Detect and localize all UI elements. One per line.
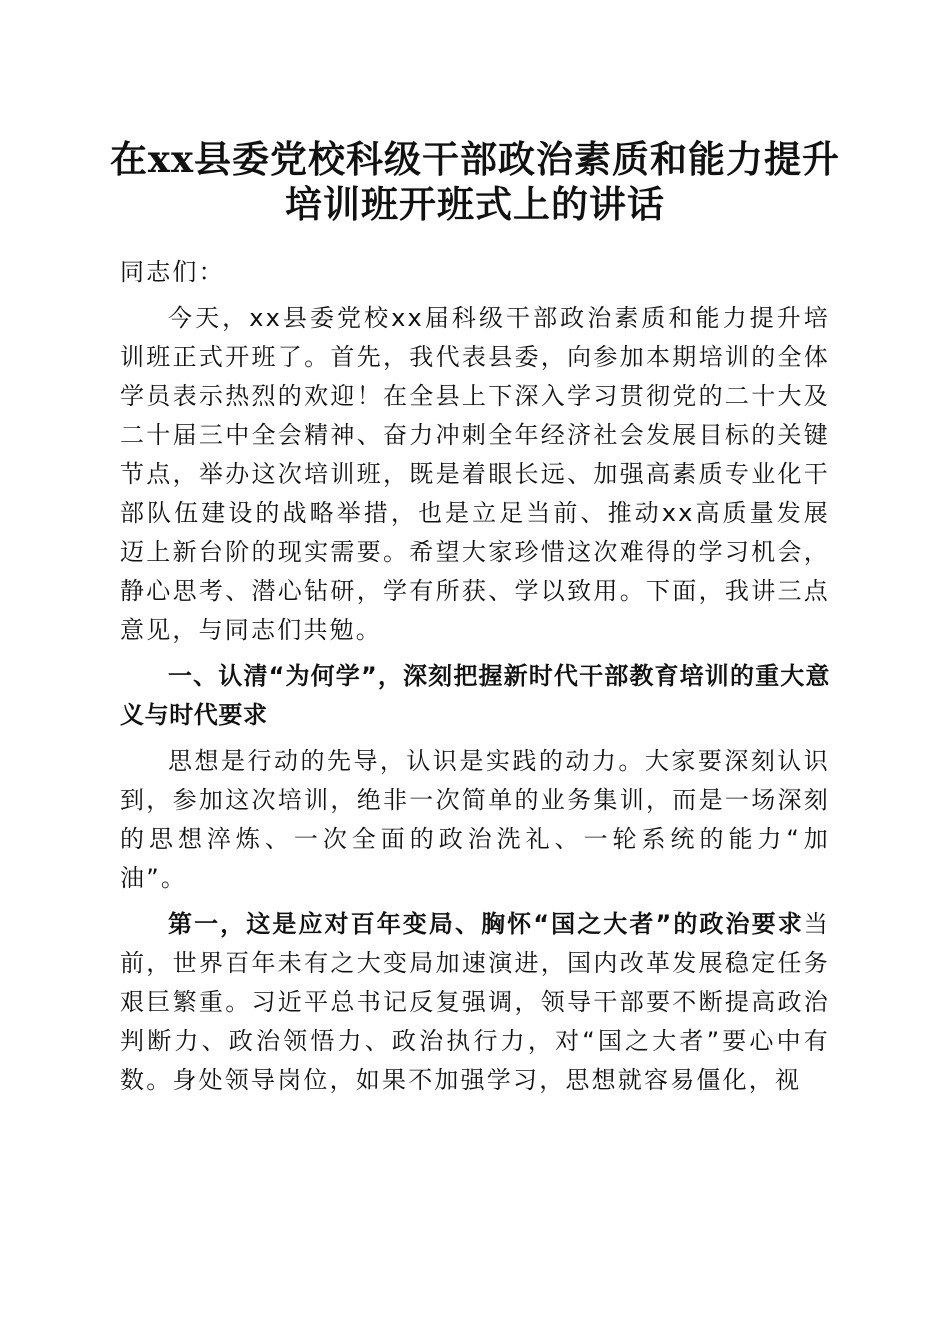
point-1-paragraph	[120, 905, 830, 1100]
point-1-title: 第一，这是应对百年变局、胸怀“国之大者”的政治要求	[168, 910, 804, 938]
section-1-heading: 一、认清“为何学”，深刻把握新时代干部教育培训的重大意义与时代要求	[120, 662, 830, 729]
section-1-paragraph: 思想是行动的先导，认识是实践的动力。大家要深刻认识到，参加这次培训，绝非一次简单的业务集训，而是一场深刻的思想淬炼、一次全面的政治洗礼、一轮系统的能力“加油”。	[120, 747, 830, 892]
opening-paragraph: 今天，xx县委党校xx届科级干部政治素质和能力提升培训班正式开班了。首先，我代表县委，向参加本期培训的全体学员表示热烈的欢迎！在全县上下深入学习贯彻党的二十大及二十届三中全会精神、奋力冲刺全年经济社会发展目标的关键节点，举办这次培训班，既是着眼长远、加强高素质专业化干部队伍建设的战略举措，也是立足当前、推动xx高质量发展迈上新台阶的现实需要。希望大家珍惜这次难得的学习机会，静心思考、潜心钻研，学有所获、学以致用。下面，我讲三点意见，与同志们共勉。	[120, 304, 830, 644]
title-line-2: 培训班开班式上的讲话	[285, 182, 665, 226]
document-title	[100, 137, 850, 227]
title-line-1: 在xx县委党校科级干部政治素质和能力提升	[109, 137, 841, 181]
document-body	[120, 253, 830, 1107]
salutation: 同志们：	[120, 258, 225, 286]
point-1-body: 当前，世界百年未有之大变局加速演进，国内改革发展稳定任务艰巨繁重。习近平总书记反复强调，领导干部要不断提高政治判断力、政治领悟力、政治执行力，对“国之大者”要心中有数。身处领导岗位，如果不加强学习，思想就容易僵化，视	[120, 910, 830, 1094]
